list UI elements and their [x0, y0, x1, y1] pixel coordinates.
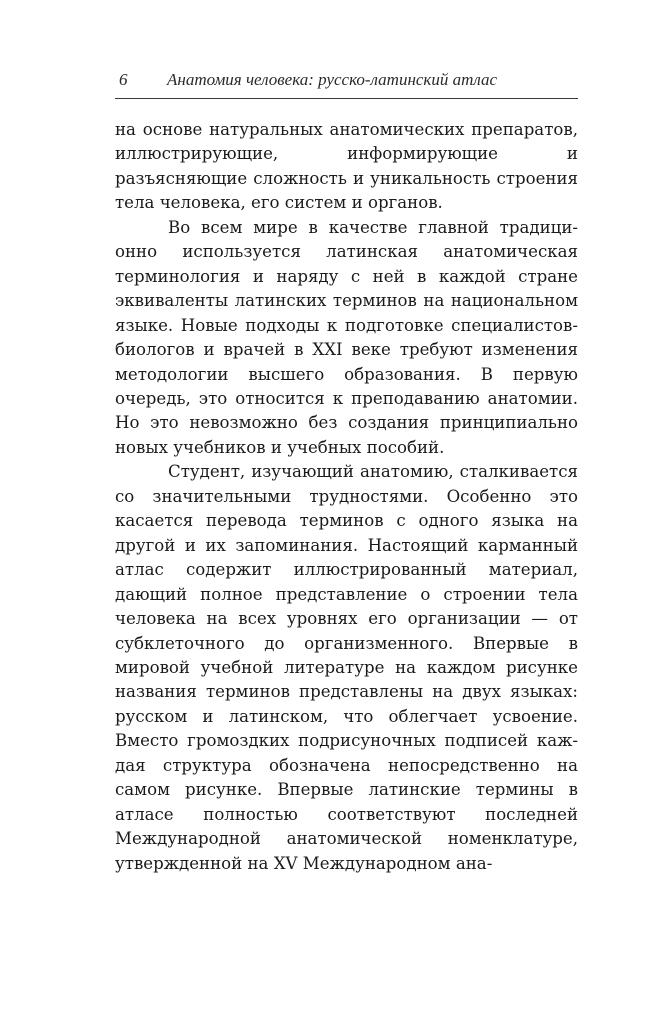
page-number: 6: [119, 70, 128, 89]
running-header-title: Анатомия человека: русско-латинский атлас: [167, 70, 498, 89]
book-page: [115, 70, 578, 876]
paragraph-continuation: на основе натуральных анатомических препаратов, иллюстрирующие, информирующие и разъясняющие сложность и уникальность строения тела человека, его систем и органов.: [115, 120, 578, 213]
running-header: [115, 70, 578, 99]
paragraph-student-atlas: Студент, изучающий анатомию, сталкивается со значительными трудностями. Особенно это касается перевода терминов с одного языка на другой и их запоминания. Настоящий карманный атлас содержит иллюстрированный материал, дающий полное представление о строении тела человека на всех уровнях его организации — от субклеточного до организменного. Впервые в мировой учебной литературе на каждом рисунке названия терминов представлены на двух языках: русском и латинском, что облегчает усвоение. Вместо громоздких подрисуночных подписей каждая структура обозначена непосредственно на самом рисунке. Впервые латинские термины в атласе полностью соответствуют последней Международной анатомической номенклатуре, утвержденной на XV Международном ана-: [115, 462, 578, 873]
body-text: [115, 118, 578, 876]
paragraph-latin-terminology: Во всем мире в качестве главной традиционно используется латинская анатомическая терминология и наряду с ней в каждой стране эквиваленты латинских терминов на национальном языке. Новые подходы к подготовке специалистов-биологов и врачей в XXI веке требуют изменения методологии высшего образования. В первую очередь, это относится к преподаванию анатомии. Но это невозможно без создания принципиально новых учебников и учебных пособий.: [115, 217, 578, 457]
